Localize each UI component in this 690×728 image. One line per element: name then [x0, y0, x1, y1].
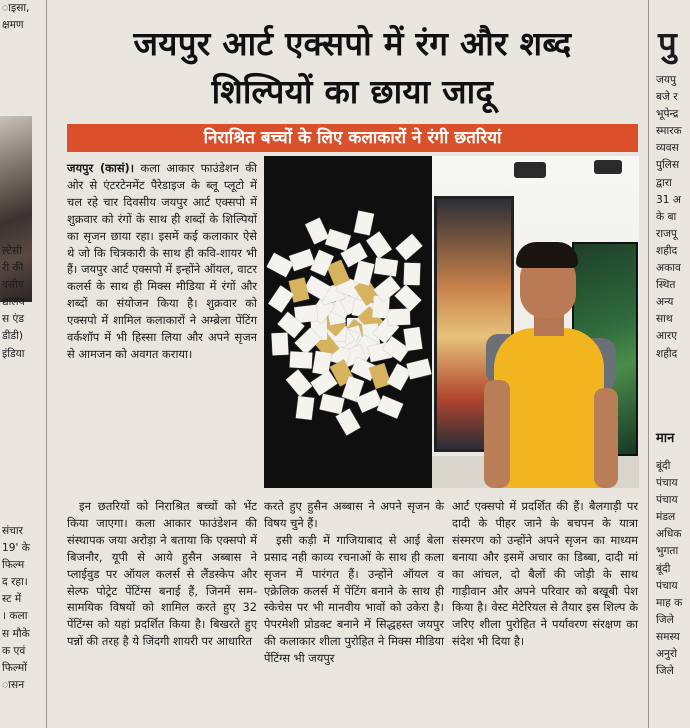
left-fragment-top: ाइसा, क्षमण	[2, 2, 30, 32]
paper-sheet	[387, 309, 410, 326]
paper-sheet	[403, 263, 420, 286]
article-column-1	[67, 498, 257, 650]
left-fragment-bottom: संचार 19' के फिल्म द रहा। स्ट में । कला स मौके क एवं फिल्मों ासन	[2, 525, 30, 691]
article-intro	[67, 160, 257, 363]
article-photo	[264, 156, 639, 488]
right-fragment-bottom: बूंदी पंचाय पंचाय मंडल अधिक भुगता बूंदी पंचाय माह क जिले समस्य अनुरो जिले	[656, 460, 683, 678]
paper-sheet	[295, 396, 314, 420]
dateline: जयपुर (कासं)।	[67, 161, 135, 175]
right-fragment-headline: पु	[658, 24, 677, 63]
intro-text: कला आकार फाउंडेशन की ओर से एंटरटेनमेंट पैरेडाइज के ब्लू प्लूटो में चल रहे चार दिवसीय जयपुर आर्ट एक्सपो में शुक्रवार को रंगों के साथ ही शब्दों के शिल्पियों का सृजन छाया रहा। इसमें कई कलाकार ऐसे थे जो कि चित्रकारी के साथ ही कवि-शायर भी हैं। जयपुर आर्ट एक्सपो में इन्होंने ऑयल, वाटर कलर्स के साथ ही मिक्स मीडिया में रंगों और शब्दों का संयोजन किया है। शुक्रवार को एक्सपो में शामिल कलाकारों ने अम्ब्रेला पेंटिंग वर्कशॉप में भी हिस्सा लिया और अपने सृजन से आमजन को अवगत कराया।	[67, 161, 257, 361]
article-column-2	[264, 498, 444, 667]
headline-line-2: शिल्पियों का छाया जादू	[211, 72, 494, 111]
artist-shirt	[494, 328, 604, 488]
paper-sheet	[374, 258, 398, 277]
artist-hair	[516, 242, 578, 268]
right-fragment-subhead: मान	[656, 431, 675, 446]
paper-sheet	[404, 327, 423, 351]
ceiling-lamp	[594, 160, 622, 174]
article-headline	[60, 20, 645, 116]
paragraph: इन छतरियों को निराश्रित बच्चों को भेंट किया जाएगा। कला आकार फाउंडेशन की संस्थापक जया अरोड़ा ने बताया कि एक्सपो में बिजनौर, यूपी से आये हुसैन अब्बास ने प्लाईवुड पर ऑयल कलर्स से लैंडस्केप और सेल्फ पोट्रेट पेंटिंग्स बनाई हैं, जिनमें सम-सामयिक विषयों को शामिल करते हुए 32 पेंटिंग्स को यहां प्रदर्शित किया है। बिखरते हुए पन्नों की तरह है ये जिंदगी शायरी पर आधारित	[67, 499, 257, 649]
right-article-fragment	[652, 0, 690, 728]
paper-sheet	[271, 333, 288, 356]
paragraph: करते हुए हुसैन अब्बास ने अपने सृजन के विषय चुने हैं।	[264, 499, 444, 530]
right-fragment-top: जयपु बजे र भूपेन्द्र स्मारक व्यवस पुलिस द्वारा 31 अ के बा राजपू शहीद अकाव स्थित अन्य साथ आरए शहीद	[656, 74, 682, 360]
arm	[484, 380, 510, 488]
left-article-fragment	[0, 0, 42, 728]
paragraph: इसी कड़ी में गाजियाबाद से आई बेला प्रसाद नही काव्य रचनाओं के साथ ही कला सृजन में पारंगत हैं। उन्होंने ऑयल व एक्रेलिक कलर्स में पेंटिंग बनाने के साथ ही स्केचेस पर भी मानवीय भावों को उकेरा है। पेपरमेशी प्रोडक्ट बनाने में सिद्धहस्त जयपुर की कलाकार शीला पुरोहित ने मिक्स मीडिया पेंटिंग्स भी जयपुर	[264, 532, 444, 666]
headline-line-1: जयपुर आर्ट एक्सपो में रंग और शब्द	[133, 24, 572, 63]
paragraph: आर्ट एक्सपो में प्रदर्शित की हैं। बैलगाड़ी पर दादी के पीहर जाने के बचपन के यात्रा संस्मरण को उन्होंने अपने सृजन का माध्यम बनाया और इसमें अचार का डिब्बा, दादी मां का आंचल, दो बैलों की जोड़ी के साथ गाड़ीवान और अपने परिवार को बखूबी पेश किया है। वेस्ट मेटेरियल से तैयार इस शिल्प के जरिए शीला पुरोहित ने पर्यावरण संरक्षण का संदेश भी दिया है।	[452, 499, 638, 649]
article-column-3	[452, 498, 638, 650]
arm	[594, 388, 618, 488]
article-subheadline: निराश्रित बच्चों के लिए कलाकारों ने रंगी छतरियां	[67, 124, 638, 152]
paper-sheet	[289, 351, 312, 368]
ceiling-lamp	[514, 162, 546, 178]
column-divider	[46, 0, 47, 728]
column-divider	[648, 0, 649, 728]
left-fragment-middle: ल्टेसी री की वसीय द्यालय स एंड डीडी) इंडिया	[2, 245, 25, 360]
